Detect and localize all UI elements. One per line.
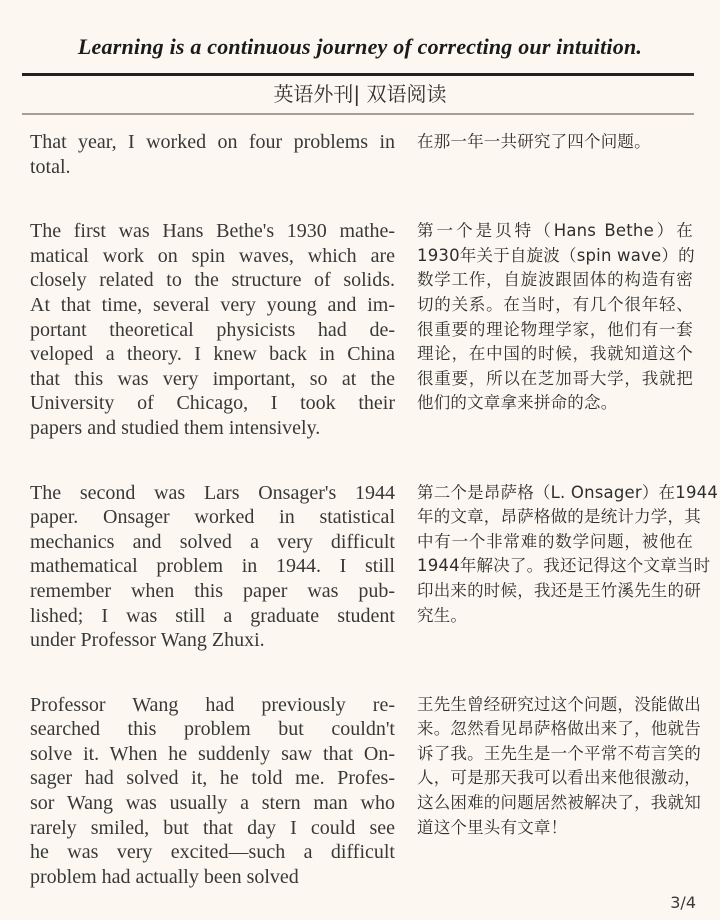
chinese-paragraph — [417, 219, 693, 416]
text-line: 道这个里头有文章！ — [417, 817, 568, 837]
text-line: papers and studied them intensively. — [30, 416, 321, 439]
text-line: he was very excited—such a difficult — [30, 841, 395, 864]
text-line: 第一个是贝特（Hans Bethe）在 — [417, 221, 693, 241]
text-line: At that time, several very young and im- — [30, 293, 395, 316]
text-line: 这么困难的问题居然被解决了，我就知 — [417, 793, 701, 813]
text-line: 他们的文章拿来拼命的念。 — [417, 393, 618, 413]
english-paragraph — [30, 693, 395, 890]
section-header: 英语外刊| 双语阅读 — [273, 82, 447, 106]
text-line: 印出来的时候，我还是王竹溪先生的研 — [417, 580, 701, 600]
text-line: University of Chicago, I took their — [30, 392, 395, 415]
english-paragraph — [30, 130, 395, 179]
text-line: 人，可是那天我可以看出来他很激动， — [417, 768, 701, 788]
text-line: portant theoretical physicists had de- — [30, 318, 395, 341]
text-line: 数学工作，自旋波跟固体的构造有密 — [417, 270, 693, 290]
text-line: 在那一年一共研究了四个问题。 — [417, 132, 651, 151]
text-line: Professor Wang had previously re- — [30, 693, 395, 716]
text-line: 第二个是昂萨格（L. Onsager）在1944 — [417, 482, 719, 502]
text-line: problem had actually been solved — [30, 865, 299, 888]
text-line: 究生。 — [417, 605, 468, 625]
text-line: 王先生曾经研究过这个问题，没能做出 — [417, 694, 701, 714]
text-line: 很重要的理论物理学家，他们有一套 — [417, 319, 693, 339]
text-line: remember when this paper was pub- — [30, 579, 395, 602]
text-line: mechanics and solved a very difficult — [30, 530, 395, 553]
text-line: The second was Lars Onsager's 1944 — [30, 481, 395, 504]
text-line: 年的文章，昂萨格做的是统计力学，其 — [417, 507, 701, 527]
text-line: sager had solved it, he told me. Profes- — [30, 767, 395, 790]
text-line: closely related to the structure of solids. — [30, 269, 395, 292]
text-line: 理论，在中国的时候，我就知道这个 — [417, 344, 693, 364]
page-header — [0, 0, 720, 115]
text-line: 很重要，所以在芝加哥大学，我就把 — [417, 368, 693, 388]
text-line: 切的关系。在当时，有几个很年轻、 — [417, 294, 693, 314]
text-line: solve it. When he suddenly saw that On- — [30, 742, 395, 765]
text-line: 诉了我。王先生是一个平常不苟言笑的 — [417, 743, 701, 763]
english-paragraph — [30, 481, 395, 653]
text-line: mathematical problem in 1944. I still — [30, 555, 395, 578]
text-line: matical work on spin waves, which are — [30, 244, 395, 267]
chinese-paragraph — [417, 130, 693, 155]
page-number: 3/4 — [670, 893, 696, 912]
english-paragraph — [30, 219, 395, 440]
text-line: total. — [30, 155, 71, 178]
paragraph-row — [30, 130, 720, 179]
paragraph-row — [30, 219, 720, 440]
text-line: veloped a theory. I knew back in China — [30, 343, 395, 366]
text-line: searched this problem but couldn't — [30, 718, 395, 741]
paragraph-row — [30, 481, 720, 653]
text-line: 1944年解决了。我还记得这个文章当时 — [417, 556, 711, 576]
divider-thick — [22, 73, 694, 76]
text-line: lished; I was still a graduate student — [30, 604, 395, 627]
text-line: paper. Onsager worked in statistical — [30, 506, 395, 529]
bilingual-content — [0, 115, 720, 889]
text-line: 中有一个非常难的数学问题，被他在 — [417, 531, 693, 551]
text-line: rarely smiled, but that day I could see — [30, 816, 395, 839]
text-line: 来。忽然看见昂萨格做出来了，他就告 — [417, 719, 701, 739]
text-line: sor Wang was usually a stern man who — [30, 792, 395, 815]
text-line: That year, I worked on four problems in — [30, 131, 395, 153]
text-line: that this was very important, so at the — [30, 367, 395, 390]
text-line: under Professor Wang Zhuxi. — [30, 629, 265, 652]
chinese-paragraph — [417, 693, 701, 841]
page-title: Learning is a continuous journey of correcting our intuition. — [77, 34, 643, 59]
text-line: The first was Hans Bethe's 1930 mathe- — [30, 220, 395, 243]
paragraph-row — [30, 693, 720, 890]
text-line: 1930年关于自旋波（spin wave）的 — [417, 245, 695, 265]
chinese-paragraph — [417, 481, 719, 629]
